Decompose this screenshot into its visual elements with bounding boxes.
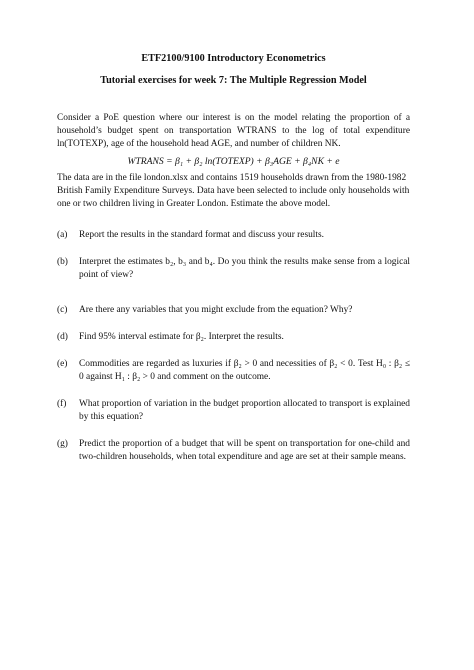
question-label: (a) [57, 230, 68, 240]
intro-paragraph: Consider a PoE question where our interest is on the model relating the proportion of a household’s budget spent on transportation WTRANS to the log of total expenditure ln(TOTEXP), age of the household head AGE, and number of children NK. [57, 113, 410, 149]
regression-equation: WTRANS = β₁ + β₂ ln(TOTEXP) + β₃AGE + β₄NK + e [127, 156, 340, 167]
question-item-b [57, 256, 410, 282]
question-item-f [57, 398, 410, 424]
question-label: (e) [57, 359, 68, 369]
tutorial-title: Tutorial exercises for week 7: The Multiple Regression Model [100, 75, 367, 86]
course-title: ETF2100/9100 Introductory Econometrics [141, 53, 326, 64]
question-text: Report the results in the standard format and discuss your results. [79, 230, 325, 240]
question-label: (g) [57, 439, 68, 449]
question-label: (c) [57, 305, 68, 315]
question-text: Interpret the estimates b₂, b₃ and b₄. Do you think the results make sense from a logical point of view? [79, 257, 410, 280]
question-text: Are there any variables that you might exclude from the equation? Why? [79, 305, 353, 315]
question-text: Find 95% interval estimate for β₂. Interpret the results. [79, 332, 284, 342]
question-item-d [57, 331, 410, 344]
question-item-c [57, 304, 410, 317]
question-text: What proportion of variation in the budget proportion allocated to transport is explained by this equation? [79, 399, 410, 422]
question-label: (b) [57, 257, 68, 267]
question-item-a [57, 229, 410, 242]
question-label: (d) [57, 332, 68, 342]
question-item-e [57, 358, 410, 384]
question-label: (f) [57, 399, 67, 409]
question-text: Predict the proportion of a budget that will be spent on transportation for one-child and two-children households, when total expenditure and age are set at their sample means. [79, 439, 410, 462]
question-list [57, 229, 410, 464]
question-item-g [57, 438, 410, 464]
data-paragraph: The data are in the file london.xlsx and contains 1519 households drawn from the 1980-1982 British Family Expenditure Surveys. Data have been selected to include only households with one or two children living in Greater London. Estimate the above model. [57, 173, 410, 209]
question-text: Commodities are regarded as luxuries if β₂ > 0 and necessities of β₂ < 0. Test H₀ : β₂ ≤ 0 against H₁ : β₂ > 0 and comment on the outcome. [79, 359, 410, 382]
